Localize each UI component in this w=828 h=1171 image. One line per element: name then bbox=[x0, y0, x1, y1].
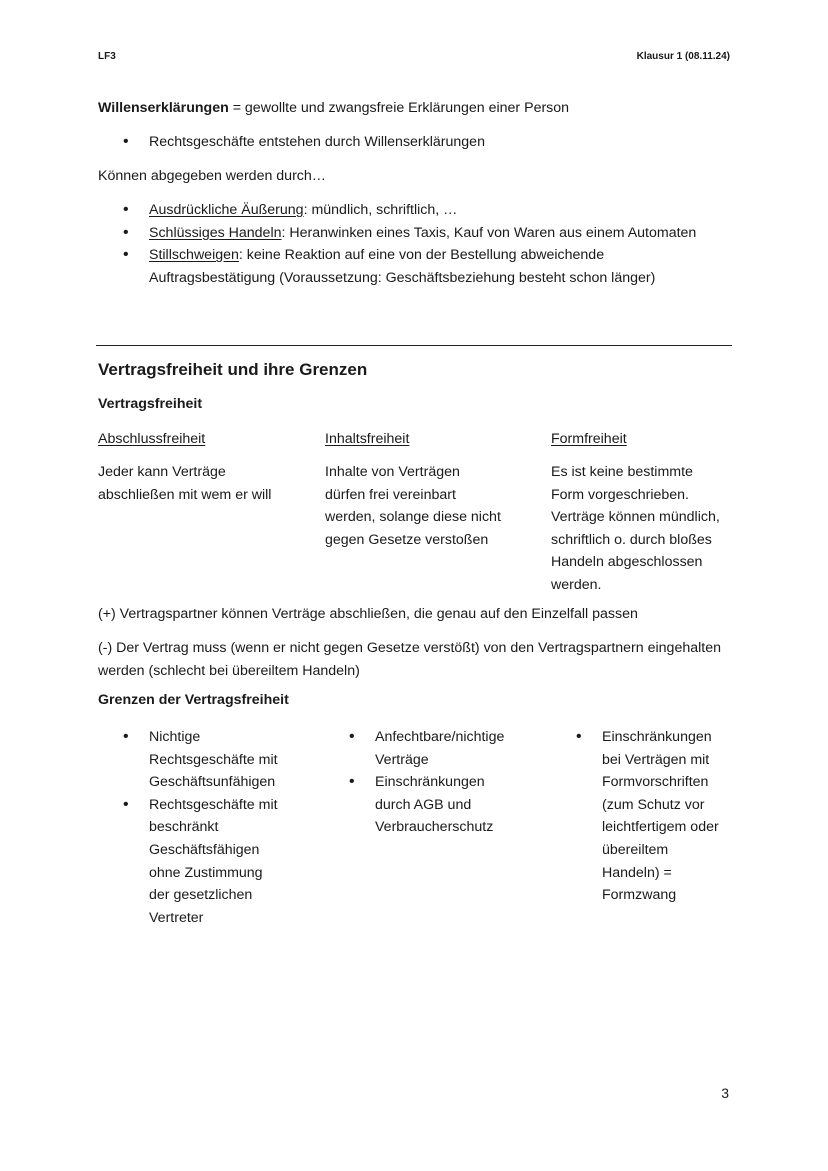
subsection-title: Vertragsfreiheit bbox=[98, 396, 203, 412]
willens-bullet-list bbox=[123, 131, 723, 154]
limit-text: Rechtsgeschäfte mit beschränkt Geschäftsfähigen ohne Zustimmung der gesetzlichen Vertreter bbox=[149, 796, 278, 926]
way-text: : Heranwinken eines Taxis, Kauf von Waren aus einem Automaten bbox=[281, 224, 697, 241]
way-term: Stillschweigen bbox=[149, 247, 239, 264]
willens-definition bbox=[98, 97, 738, 120]
willens-intro: Können abgegeben werden durch… bbox=[98, 168, 326, 184]
limit-text: Einschränkungen bei Verträgen mit Formvorschriften (zum Schutz vor leichtfertigem oder übereiltem Handeln) = Formzwang bbox=[602, 729, 719, 904]
limits-list-col2 bbox=[349, 726, 509, 839]
list-item bbox=[123, 199, 721, 222]
header-left: LF3 bbox=[98, 51, 116, 62]
list-item bbox=[123, 131, 723, 154]
page-number: 3 bbox=[721, 1085, 729, 1101]
con-statement: (-) Der Vertrag muss (wenn er nicht gegen Gesetze verstößt) von den Vertragspartnern eingehalten werden (schlecht bei übereiltem Handeln) bbox=[98, 640, 721, 679]
column-text-abschluss: Jeder kann Verträge abschließen mit wem er will bbox=[98, 464, 272, 503]
section-title: Vertragsfreiheit und ihre Grenzen bbox=[98, 360, 368, 379]
way-term: Schlüssiges Handeln bbox=[149, 224, 282, 241]
column-text-inhalt: Inhalte von Verträgen dürfen frei vereinbart werden, solange diese nicht gegen Gesetze verstoßen bbox=[325, 464, 501, 548]
pro-statement: (+) Vertragspartner können Verträge abschließen, die genau auf den Einzelfall passen bbox=[98, 606, 638, 622]
limits-list-col3 bbox=[576, 726, 728, 907]
column-heading-form: Formfreiheit bbox=[551, 431, 627, 447]
willens-ways-list bbox=[123, 199, 721, 289]
list-item bbox=[123, 244, 721, 289]
limit-text: Einschränkungen durch AGB und Verbraucherschutz bbox=[375, 774, 494, 836]
way-text: : mündlich, schriftlich, … bbox=[303, 202, 458, 218]
limits-list-col1 bbox=[123, 726, 283, 929]
column-heading-abschluss: Abschlussfreiheit bbox=[98, 431, 206, 447]
list-item bbox=[349, 726, 509, 771]
list-item bbox=[123, 794, 283, 930]
list-item bbox=[123, 222, 721, 245]
limits-title: Grenzen der Vertragsfreiheit bbox=[98, 692, 289, 708]
section-divider bbox=[96, 345, 732, 346]
limit-text: Anfechtbare/nichtige Verträge bbox=[375, 729, 505, 768]
limit-text: Nichtige Rechtsgeschäfte mit Geschäftsunfähigen bbox=[149, 729, 278, 791]
willens-definition-text: = gewollte und zwangsfreie Erklärungen einer Person bbox=[228, 100, 570, 116]
list-item bbox=[576, 726, 728, 907]
header-right: Klausur 1 (08.11.24) bbox=[636, 51, 730, 62]
way-text: : keine Reaktion auf eine von der Bestellung abweichende Auftragsbestätigung (Voraussetzung: Geschäftsbeziehung besteht schon länger) bbox=[149, 247, 656, 286]
willens-bullet-text: Rechtsgeschäfte entstehen durch Willenserklärungen bbox=[149, 134, 485, 150]
willens-term: Willenserklärungen bbox=[98, 100, 229, 116]
column-text-form: Es ist keine bestimmte Form vorgeschrieben. Verträge können mündlich, schriftlich o. durch bloßes Handeln abgeschlossen werden. bbox=[551, 464, 720, 593]
list-item bbox=[349, 771, 509, 839]
column-heading-inhalt: Inhaltsfreiheit bbox=[325, 431, 410, 447]
way-term: Ausdrückliche Äußerung bbox=[149, 202, 304, 218]
list-item bbox=[123, 726, 283, 794]
